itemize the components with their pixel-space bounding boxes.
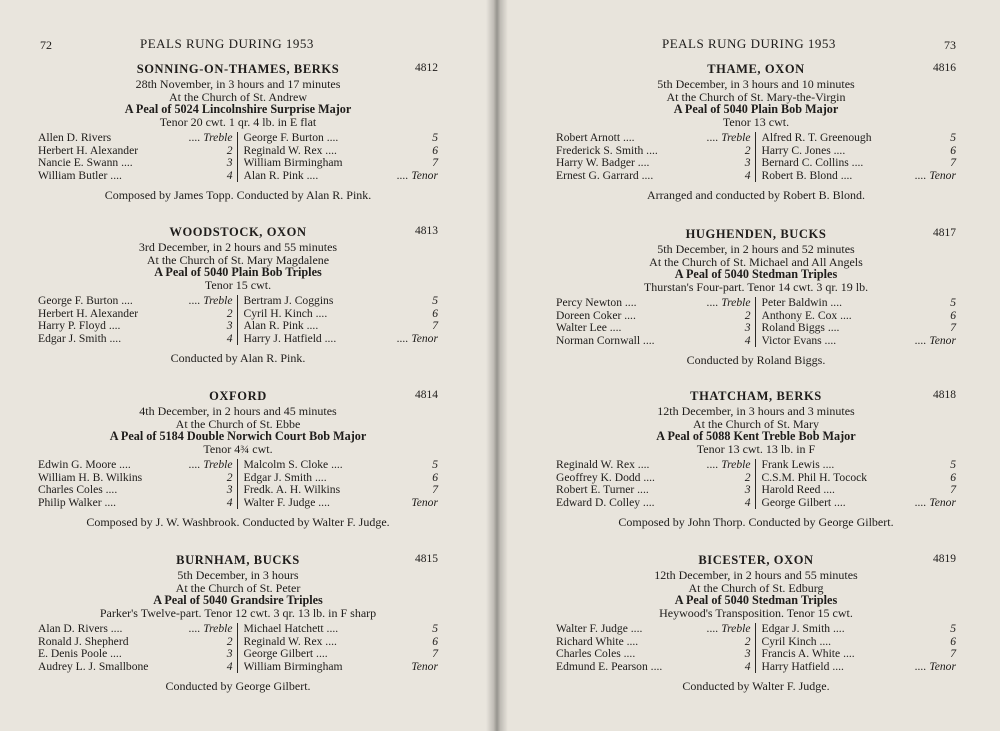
ringer-row — [556, 145, 751, 157]
ringer-row — [38, 170, 233, 182]
right-page — [500, 0, 1000, 731]
ringer-row — [38, 145, 233, 157]
peal-number: 4815 — [415, 553, 438, 565]
ringer-bell: 4 — [226, 659, 233, 673]
ringer-bell: .... Tenor — [914, 659, 956, 673]
ringers-right-column — [756, 132, 957, 182]
ringer-name: George Gilbert .... — [243, 648, 328, 661]
ringer-row — [244, 636, 439, 648]
ringer-bell: 4 — [226, 331, 233, 345]
ringer-row — [38, 459, 233, 471]
peal-method: A Peal of 5040 Stedman Triples — [674, 267, 838, 282]
ringer-name: Norman Cornwall .... — [556, 334, 655, 347]
ringer-bell: 6 — [950, 143, 956, 157]
ringer-name: Ronald J. Shepherd — [38, 635, 129, 648]
ringer-bell: 7 — [432, 156, 438, 170]
ringer-name: Harry W. Badger .... — [556, 157, 650, 170]
ringer-name: Richard White .... — [556, 635, 639, 648]
ringer-name: William Birmingham — [243, 157, 343, 170]
ringer-row — [38, 623, 233, 635]
ringers-table — [556, 132, 956, 182]
peal-detail-line: 5th December, in 2 hours and 52 minutes — [657, 242, 855, 256]
peal-method: A Peal of 5088 Kent Treble Bob Major — [656, 429, 856, 444]
ringers-left-column — [38, 623, 238, 673]
ringer-bell: 5 — [432, 458, 438, 472]
ringer-bell: 4 — [226, 168, 233, 182]
ringer-row — [244, 145, 439, 157]
peal-header — [38, 225, 438, 241]
peal-place: BICESTER, OXON — [698, 553, 814, 567]
peal-place: THAME, OXON — [707, 62, 805, 76]
ringer-bell: .... Treble — [188, 294, 233, 308]
ringer-bell: 3 — [744, 647, 751, 661]
ringer-name: Allen D. Rivers — [38, 132, 112, 145]
peal-detail-line: At the Church of St. Mary-the-Virgin — [666, 89, 846, 104]
peal-tenor: Tenor 4¾ cwt. — [203, 441, 273, 456]
ringer-row — [556, 648, 751, 660]
ringer-name: Francis A. White .... — [761, 648, 855, 661]
ringers-left-column — [556, 623, 756, 673]
ringer-name: Cyril H. Kinch .... — [243, 307, 328, 320]
ringer-name: Doreen Coker .... — [556, 309, 636, 322]
ringer-name: Edgar J. Smith .... — [38, 332, 122, 345]
ringers-table — [556, 623, 956, 673]
ringer-bell: 6 — [950, 308, 956, 322]
peal-method: A Peal of 5024 Lincolnshire Surprise Major — [124, 102, 352, 117]
ringer-bell: .... Treble — [706, 622, 751, 636]
peal-detail-line: 12th December, in 2 hours and 55 minutes — [654, 568, 858, 582]
peal-footer: Conducted by Roland Biggs. — [686, 353, 826, 367]
peal-footer: Conducted by George Gilbert. — [165, 679, 311, 693]
ringer-bell: 2 — [226, 143, 233, 157]
peal-number: 4813 — [415, 225, 438, 237]
peal-footer: Conducted by Walter F. Judge. — [682, 679, 830, 693]
ringer-bell: 4 — [744, 659, 751, 673]
peal-footer: Composed by J. W. Washbrook. Conducted by Walter F. Judge. — [86, 515, 390, 529]
ringer-name: Alan R. Pink .... — [243, 169, 319, 182]
ringer-bell: 5 — [950, 131, 956, 145]
ringer-row — [244, 648, 439, 660]
peal-header — [556, 227, 956, 243]
ringer-bell: 3 — [226, 647, 233, 661]
ringer-name: Walter Lee .... — [556, 322, 622, 335]
ringer-bell: .... Treble — [706, 296, 751, 310]
ringer-name: Harry J. Hatfield .... — [243, 332, 337, 345]
ringer-bell: 2 — [226, 470, 233, 484]
peal-tenor: Thurstan's Four-part. Tenor 14 cwt. 3 qr. 19 lb. — [643, 279, 869, 294]
ringer-row — [38, 157, 233, 169]
page-number: 73 — [944, 38, 956, 52]
ringer-bell: .... Treble — [706, 458, 751, 472]
ringers-table — [38, 623, 438, 673]
ringer-row — [762, 661, 957, 673]
ringer-row — [38, 472, 233, 484]
ringer-bell: 2 — [226, 634, 233, 648]
ringers-left-column — [556, 459, 756, 509]
ringer-bell: 4 — [744, 168, 751, 182]
ringer-row — [38, 661, 233, 673]
peal-entry — [556, 553, 956, 694]
ringer-bell: Tenor — [411, 495, 438, 509]
peal-footer: Composed by James Topp. Conducted by Alan R. Pink. — [104, 188, 372, 202]
ringer-bell: .... Treble — [188, 131, 233, 145]
ringer-name: Herbert H. Alexander — [38, 144, 139, 157]
ringer-row — [762, 310, 957, 322]
ringer-row — [556, 636, 751, 648]
ringer-row — [38, 308, 233, 320]
ringer-name: Malcolm S. Cloke .... — [243, 459, 343, 472]
peal-entry — [38, 62, 438, 203]
ringer-name: Edwin G. Moore .... — [38, 459, 131, 472]
peal-place: BURNHAM, BUCKS — [176, 553, 300, 567]
ringer-bell: 4 — [744, 333, 751, 347]
ringer-row — [244, 308, 439, 320]
ringers-right-column — [756, 459, 957, 509]
ringers-right-column — [238, 132, 439, 182]
ringer-bell: 3 — [226, 156, 233, 170]
peal-method: A Peal of 5040 Stedman Triples — [674, 593, 838, 608]
ringer-row — [38, 295, 233, 307]
peal-method: A Peal of 5184 Double Norwich Court Bob Major — [109, 429, 367, 444]
ringer-row — [762, 648, 957, 660]
ringer-name: Walter F. Judge .... — [556, 623, 643, 636]
ringer-name: Herbert H. Alexander — [38, 307, 139, 320]
ringer-bell: 7 — [432, 483, 438, 497]
peal-header — [38, 553, 438, 569]
ringer-bell: 3 — [744, 156, 751, 170]
ringer-name: William Birmingham — [243, 660, 343, 673]
ringer-name: Bertram J. Coggins — [243, 295, 334, 308]
ringer-name: Robert B. Blond .... — [761, 169, 853, 182]
ringer-name: Ernest G. Garrard .... — [556, 169, 654, 182]
ringer-name: Alfred R. T. Greenough — [761, 132, 872, 145]
ringer-row — [556, 132, 751, 144]
ringer-row — [556, 157, 751, 169]
ringer-row — [762, 484, 957, 496]
ringer-name: Reginald W. Rex .... — [243, 635, 337, 648]
ringers-left-column — [556, 132, 756, 182]
ringer-name: Edmund E. Pearson .... — [556, 660, 663, 673]
peal-tenor: Heywood's Transposition. Tenor 15 cwt. — [659, 605, 853, 620]
ringer-bell: 2 — [744, 470, 751, 484]
peal-entry — [38, 389, 438, 530]
ringer-name: Charles Coles .... — [38, 484, 118, 497]
ringer-row — [762, 497, 957, 509]
ringer-bell: 3 — [744, 321, 751, 335]
ringers-left-column — [38, 459, 238, 509]
ringer-row — [38, 648, 233, 660]
ringer-row — [556, 170, 751, 182]
ringers-left-column — [38, 132, 238, 182]
ringer-name: Robert Arnott .... — [556, 132, 635, 145]
ringer-name: Percy Newton .... — [556, 297, 637, 310]
ringers-table — [38, 459, 438, 509]
ringer-bell: .... Treble — [188, 458, 233, 472]
peal-number: 4819 — [933, 553, 956, 565]
ringer-bell: 6 — [432, 306, 438, 320]
ringers-right-column — [756, 623, 957, 673]
ringer-row — [762, 472, 957, 484]
ringer-row — [762, 132, 957, 144]
ringer-row — [244, 623, 439, 635]
ringer-name: William Butler .... — [38, 169, 122, 182]
ringer-name: George F. Burton .... — [243, 132, 339, 145]
peal-number: 4818 — [933, 389, 956, 401]
ringer-name: Cyril Kinch .... — [761, 635, 832, 648]
ringer-name: Charles Coles .... — [556, 648, 636, 661]
ringer-name: George F. Burton .... — [38, 295, 133, 308]
ringer-row — [762, 623, 957, 635]
ringer-name: Anthony E. Cox .... — [761, 309, 852, 322]
ringer-bell: 6 — [432, 470, 438, 484]
ringer-name: Philip Walker .... — [38, 496, 117, 509]
ringers-table — [38, 132, 438, 182]
ringer-name: Nancie E. Swann .... — [38, 157, 133, 170]
ringer-row — [244, 170, 439, 182]
ringer-name: E. Denis Poole .... — [38, 648, 122, 661]
ringer-name: Frederick S. Smith .... — [556, 144, 658, 157]
peal-detail-line: 28th November, in 3 hours and 17 minutes — [135, 77, 341, 91]
ringer-name: Roland Biggs .... — [761, 322, 840, 335]
ringer-bell: 5 — [432, 131, 438, 145]
peal-entry — [556, 227, 956, 368]
peal-number: 4814 — [415, 389, 438, 401]
peal-place: OXFORD — [209, 389, 267, 403]
peal-detail-line: 5th December, in 3 hours — [177, 568, 299, 582]
ringers-table — [556, 297, 956, 347]
ringer-bell: .... Tenor — [914, 333, 956, 347]
ringer-name: Harold Reed .... — [761, 484, 835, 497]
ringer-row — [762, 145, 957, 157]
ringer-row — [556, 484, 751, 496]
left-page — [0, 0, 494, 731]
ringer-row — [556, 661, 751, 673]
ringer-bell: 3 — [226, 319, 233, 333]
ringer-bell: 7 — [950, 483, 956, 497]
ringer-row — [556, 335, 751, 347]
peal-header — [556, 389, 956, 405]
peal-footer: Composed by John Thorp. Conducted by George Gilbert. — [618, 515, 894, 529]
ringer-row — [556, 497, 751, 509]
peal-detail-line: At the Church of St. Mary — [693, 416, 819, 431]
ringer-name: Alan D. Rivers .... — [38, 623, 123, 636]
peal-header — [556, 62, 956, 78]
ringer-bell: 5 — [432, 622, 438, 636]
peal-tenor: Tenor 15 cwt. — [204, 277, 272, 292]
ringers-left-column — [556, 297, 756, 347]
ringer-name: Frank Lewis .... — [761, 459, 835, 472]
ringer-bell: 7 — [950, 156, 956, 170]
page-number: 72 — [40, 38, 52, 52]
peal-header — [38, 62, 438, 78]
ringer-row — [556, 459, 751, 471]
ringer-bell: 7 — [432, 319, 438, 333]
ringer-row — [244, 132, 439, 144]
ringer-bell: 5 — [950, 622, 956, 636]
ringer-name: William H. B. Wilkins — [38, 471, 143, 484]
ringer-bell: 2 — [744, 143, 751, 157]
ringers-right-column — [238, 295, 439, 345]
ringer-row — [556, 472, 751, 484]
ringer-name: Fredk. A. H. Wilkins — [243, 484, 341, 497]
ringer-name: Bernard C. Collins .... — [761, 157, 864, 170]
ringer-name: Peter Baldwin .... — [761, 297, 842, 310]
ringers-right-column — [238, 623, 439, 673]
ringer-bell: .... Treble — [706, 131, 751, 145]
peal-entry — [556, 62, 956, 203]
peal-detail-line: 4th December, in 2 hours and 45 minutes — [139, 404, 337, 418]
peal-tenor: Tenor 13 cwt. — [722, 114, 790, 129]
peal-detail-line: At the Church of St. Andrew — [169, 89, 307, 104]
ringer-bell: 3 — [744, 483, 751, 497]
ringer-row — [38, 497, 233, 509]
ringers-right-column — [756, 297, 957, 347]
ringer-row — [244, 157, 439, 169]
peal-method: A Peal of 5040 Plain Bob Triples — [154, 265, 322, 280]
peal-header — [38, 389, 438, 405]
ringer-bell: .... Treble — [188, 622, 233, 636]
running-head: PEALS RUNG DURING 1953 — [140, 36, 314, 51]
ringer-row — [38, 320, 233, 332]
ringer-row — [762, 636, 957, 648]
peal-detail-line: At the Church of St. Peter — [175, 580, 301, 595]
ringer-row — [38, 333, 233, 345]
peal-method: A Peal of 5040 Plain Bob Major — [673, 102, 839, 117]
ringer-row — [762, 459, 957, 471]
ringer-name: Audrey L. J. Smallbone — [38, 660, 149, 673]
peal-number: 4817 — [933, 227, 956, 239]
ringer-bell: Tenor — [411, 659, 438, 673]
peal-place: THATCHAM, BERKS — [690, 389, 822, 403]
peal-entry — [38, 225, 438, 366]
ringer-name: Edgar J. Smith .... — [761, 623, 845, 636]
ringer-bell: .... Tenor — [396, 168, 438, 182]
ringers-left-column — [38, 295, 238, 345]
ringer-bell: 3 — [226, 483, 233, 497]
peal-tenor: Tenor 13 cwt. 13 lb. in F — [696, 441, 816, 456]
ringer-row — [556, 322, 751, 334]
ringer-bell: 2 — [744, 308, 751, 322]
ringer-row — [556, 310, 751, 322]
ringer-name: Alan R. Pink .... — [243, 320, 319, 333]
ringer-bell: 6 — [432, 634, 438, 648]
peal-footer: Arranged and conducted by Robert B. Blond. — [647, 188, 865, 202]
ringer-row — [244, 472, 439, 484]
peal-entry — [556, 389, 956, 530]
ringer-bell: .... Tenor — [914, 168, 956, 182]
ringer-bell: 4 — [744, 495, 751, 509]
ringer-row — [244, 497, 439, 509]
ringer-row — [762, 157, 957, 169]
peal-detail-line: 3rd December, in 2 hours and 55 minutes — [138, 240, 338, 254]
ringers-table — [38, 295, 438, 345]
ringer-name: Michael Hatchett .... — [243, 623, 339, 636]
peal-place: WOODSTOCK, OXON — [169, 225, 307, 239]
peal-place: HUGHENDEN, BUCKS — [685, 227, 827, 241]
ringer-row — [244, 661, 439, 673]
ringer-name: Reginald W. Rex .... — [556, 459, 650, 472]
ringer-bell: 2 — [744, 634, 751, 648]
peal-detail-line: 12th December, in 3 hours and 3 minutes — [657, 404, 855, 418]
ringer-bell: 7 — [950, 647, 956, 661]
ringer-name: Edgar J. Smith .... — [243, 471, 327, 484]
peal-header — [556, 553, 956, 569]
peal-detail-line: At the Church of St. Mary Magdalene — [146, 252, 330, 267]
ringer-bell: 5 — [950, 296, 956, 310]
ringer-name: Harry P. Floyd .... — [38, 320, 121, 333]
ringers-right-column — [238, 459, 439, 509]
ringer-bell: 6 — [950, 634, 956, 648]
ringer-row — [38, 484, 233, 496]
ringer-row — [556, 623, 751, 635]
ringer-row — [762, 170, 957, 182]
ringer-name: George Gilbert .... — [761, 496, 846, 509]
ringer-row — [38, 132, 233, 144]
peal-tenor: Parker's Twelve-part. Tenor 12 cwt. 3 qr. 13 lb. in F sharp — [99, 605, 377, 620]
ringer-name: Harry Hatfield .... — [761, 660, 844, 673]
peal-footer: Conducted by Alan R. Pink. — [170, 351, 306, 365]
peal-number: 4816 — [933, 62, 956, 74]
ringer-name: C.S.M. Phil H. Tocock — [761, 471, 868, 484]
ringer-bell: 7 — [950, 321, 956, 335]
ringer-row — [244, 333, 439, 345]
ringer-bell: 2 — [226, 306, 233, 320]
ringer-row — [38, 636, 233, 648]
ringer-row — [244, 295, 439, 307]
peal-detail-line: At the Church of St. Edburg — [688, 580, 824, 595]
ringer-row — [762, 335, 957, 347]
ringer-row — [762, 297, 957, 309]
ringer-bell: 6 — [950, 470, 956, 484]
ringer-bell: 6 — [432, 143, 438, 157]
ringer-row — [762, 322, 957, 334]
ringer-name: Reginald W. Rex .... — [243, 144, 337, 157]
ringer-bell: 4 — [226, 495, 233, 509]
peal-method: A Peal of 5040 Grandsire Triples — [153, 593, 323, 608]
ringer-name: Geoffrey K. Dodd .... — [556, 471, 655, 484]
ringers-table — [556, 459, 956, 509]
ringer-name: Walter F. Judge .... — [243, 496, 330, 509]
ringer-bell: 5 — [432, 294, 438, 308]
ringer-name: Harry C. Jones .... — [761, 144, 846, 157]
ringer-name: Edward D. Colley .... — [556, 496, 655, 509]
peal-detail-line: At the Church of St. Ebbe — [175, 416, 301, 431]
peal-entry — [38, 553, 438, 694]
ringer-bell: .... Tenor — [914, 495, 956, 509]
book-gutter — [486, 0, 508, 731]
ringer-bell: .... Tenor — [396, 331, 438, 345]
ringer-bell: 5 — [950, 458, 956, 472]
ringer-bell: 7 — [432, 647, 438, 661]
ringer-row — [244, 484, 439, 496]
ringer-row — [244, 459, 439, 471]
peal-detail-line: At the Church of St. Michael and All Angels — [649, 254, 863, 269]
peal-tenor: Tenor 20 cwt. 1 qr. 4 lb. in E flat — [159, 114, 317, 129]
peal-number: 4812 — [415, 62, 438, 74]
running-head: PEALS RUNG DURING 1953 — [662, 36, 836, 51]
ringer-row — [244, 320, 439, 332]
peal-detail-line: 5th December, in 3 hours and 10 minutes — [657, 77, 855, 91]
ringer-name: Victor Evans .... — [761, 334, 837, 347]
ringer-name: Robert E. Turner .... — [556, 484, 649, 497]
ringer-row — [556, 297, 751, 309]
peal-place: SONNING-ON-THAMES, BERKS — [136, 62, 340, 76]
